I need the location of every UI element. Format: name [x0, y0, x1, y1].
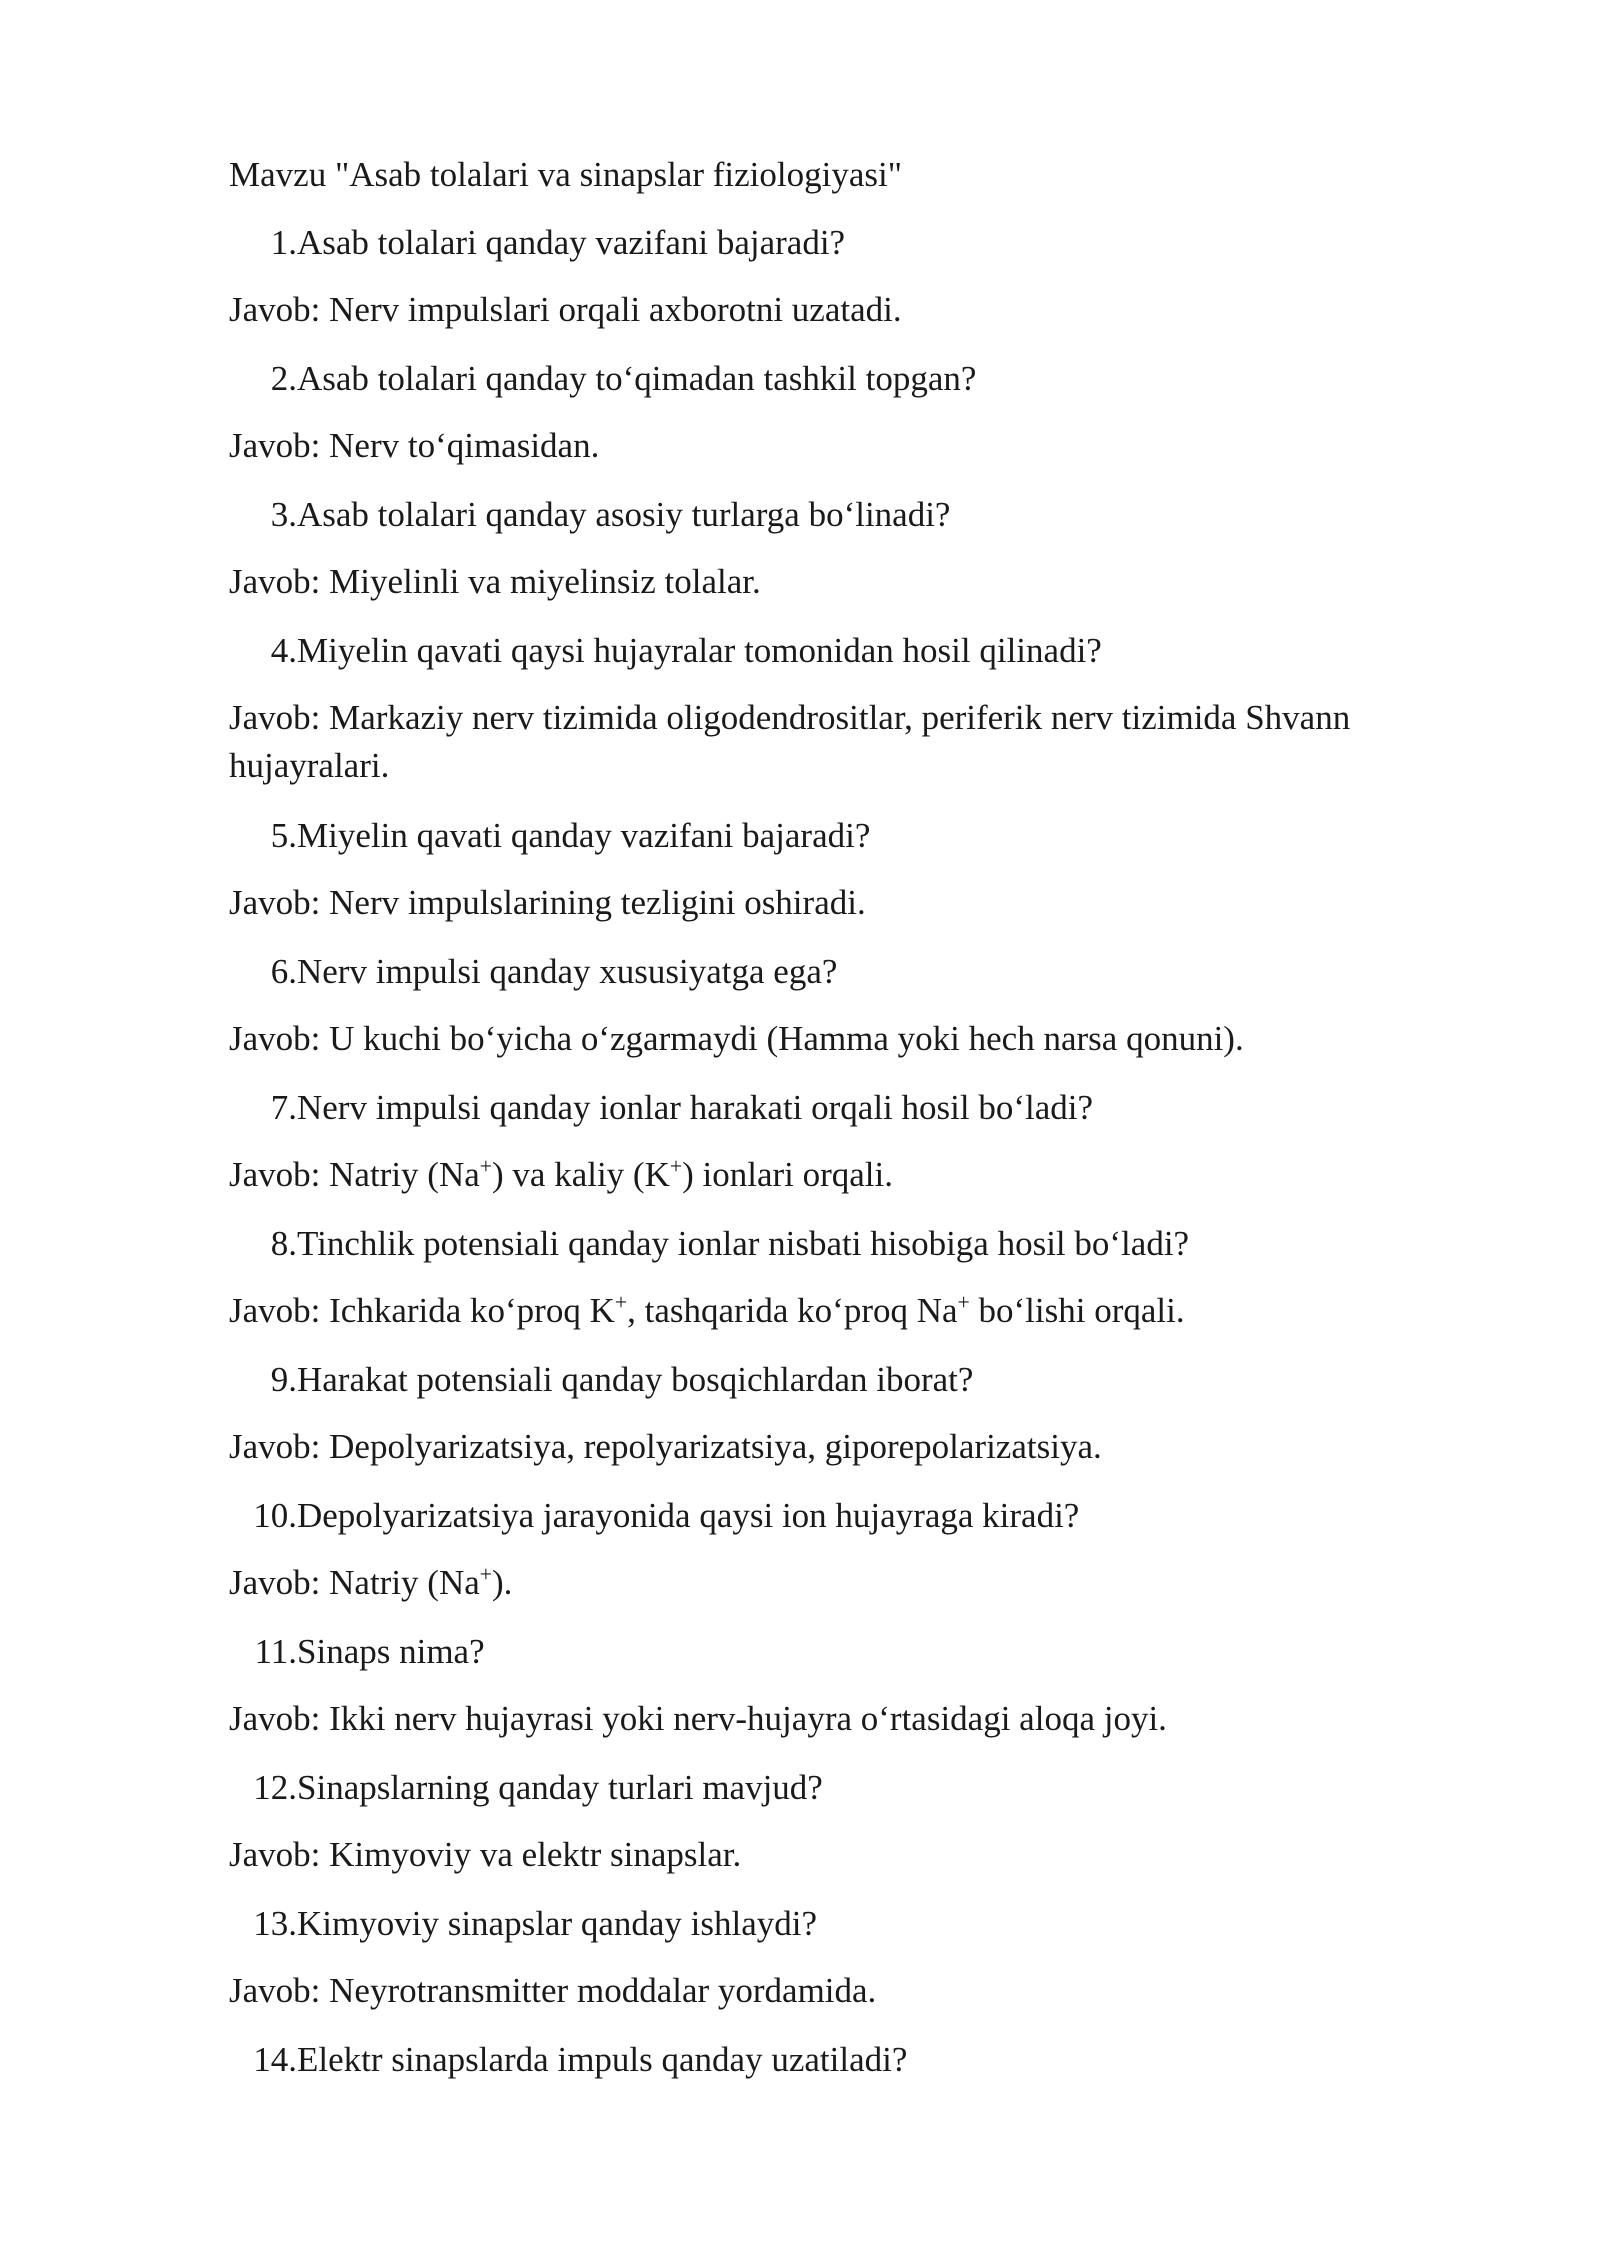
- answer-1: Javob: Nerv impulslari orqali axborotni uzatadi.: [229, 290, 902, 329]
- question-text: Miyelin qavati qaysi hujayralar tomonidan hosil qilinadi?: [297, 631, 1102, 670]
- qa-item-10: [229, 1491, 1469, 1627]
- question-number: 11.: [254, 1632, 297, 1671]
- qa-item-3: [229, 490, 1469, 626]
- answer-3: Javob: Miyelinli va miyelinsiz tolalar.: [229, 562, 761, 601]
- question-text: Elektr sinapslarda impuls qanday uzatiladi?: [297, 2040, 908, 2079]
- question-text: Depolyarizatsiya jarayonida qaysi ion hujayraga kiradi?: [297, 1496, 1080, 1535]
- question-number: 8.: [270, 1224, 297, 1263]
- question-number: 4.: [270, 631, 297, 670]
- qa-item-1: [229, 218, 1469, 354]
- qa-item-12: [229, 1763, 1469, 1899]
- answer-text: , tashqarida ko‘proq Na: [627, 1291, 958, 1330]
- question-7: [229, 1083, 1469, 1151]
- question-13: [229, 1899, 1469, 1967]
- answer-text: ) ionlari orqali.: [682, 1155, 893, 1194]
- question-text: Sinaps nima?: [297, 1632, 485, 1671]
- question-number: 9.: [270, 1360, 297, 1399]
- answer-6: Javob: U kuchi bo‘yicha o‘zgarmaydi (Hamma yoki hech narsa qonuni).: [229, 1019, 1244, 1058]
- question-text: Tinchlik potensiali qanday ionlar nisbati hisobiga hosil bo‘ladi?: [297, 1224, 1190, 1263]
- qa-item-9: [229, 1355, 1469, 1491]
- question-number: 12.: [253, 1768, 297, 1807]
- question-4: [229, 626, 1469, 694]
- question-text: Nerv impulsi qanday ionlar harakati orqali hosil bo‘ladi?: [297, 1088, 1094, 1127]
- qa-item-13: [229, 1899, 1469, 2035]
- answer-text: Javob: Natriy (Na: [229, 1563, 480, 1602]
- question-11: [229, 1627, 1469, 1695]
- question-text: Kimyoviy sinapslar qanday ishlaydi?: [297, 1904, 818, 1943]
- question-10: [229, 1491, 1469, 1559]
- qa-item-5: [229, 811, 1469, 947]
- question-number: 7.: [270, 1088, 297, 1127]
- qa-item-6: [229, 947, 1469, 1083]
- question-14: [229, 2035, 1469, 2103]
- qa-item-7: [229, 1083, 1469, 1219]
- question-5: [229, 811, 1469, 879]
- answer-text: ) va kaliy (K: [492, 1155, 670, 1194]
- question-2: [229, 354, 1469, 422]
- question-8: [229, 1219, 1469, 1287]
- question-text: Asab tolalari qanday to‘qimadan tashkil topgan?: [297, 359, 977, 398]
- answer-text: Javob: Ichkarida ko‘proq K: [229, 1291, 615, 1330]
- superscript-plus: +: [669, 1154, 683, 1179]
- answer-text: ).: [492, 1563, 513, 1602]
- question-number: 5.: [270, 816, 297, 855]
- qa-item-4: [229, 626, 1469, 811]
- question-number: 13.: [253, 1904, 297, 1943]
- superscript-plus: +: [957, 1290, 970, 1315]
- superscript-plus: +: [479, 1562, 492, 1587]
- answer-12: Javob: Kimyoviy va elektr sinapslar.: [229, 1835, 742, 1874]
- answer-2: Javob: Nerv to‘qimasidan.: [229, 426, 600, 465]
- answer-7: [229, 1151, 1469, 1219]
- question-number: 2.: [270, 359, 297, 398]
- question-text: Miyelin qavati qanday vazifani bajaradi?: [297, 816, 871, 855]
- answer-text: Javob: Natriy (Na: [229, 1155, 480, 1194]
- answer-9: Javob: Depolyarizatsiya, repolyarizatsiya, giporepolarizatsiya.: [229, 1427, 1102, 1466]
- document-title: Mavzu "Asab tolalari va sinapslar fiziologiyasi": [229, 155, 902, 194]
- question-number: 3.: [270, 495, 297, 534]
- question-12: [229, 1763, 1469, 1831]
- document-body: [229, 150, 1469, 2103]
- answer-text: bo‘lishi orqali.: [969, 1291, 1185, 1330]
- qa-item-2: [229, 354, 1469, 490]
- question-number: 6.: [270, 952, 297, 991]
- question-1: [229, 218, 1469, 286]
- question-text: Sinapslarning qanday turlari mavjud?: [297, 1768, 823, 1807]
- answer-4: Javob: Markaziy nerv tizimida oligodendrositlar, periferik nerv tizimida Shvann hujayralari.: [229, 698, 1351, 785]
- question-9: [229, 1355, 1469, 1423]
- answer-11: Javob: Ikki nerv hujayrasi yoki nerv-hujayra o‘rtasidagi aloqa joyi.: [229, 1699, 1167, 1738]
- question-text: Harakat potensiali qanday bosqichlardan iborat?: [297, 1360, 974, 1399]
- question-3: [229, 490, 1469, 558]
- answer-8: [229, 1287, 1469, 1355]
- qa-item-11: [229, 1627, 1469, 1763]
- superscript-plus: +: [614, 1290, 628, 1315]
- question-number: 10.: [253, 1496, 297, 1535]
- answer-13: Javob: Neyrotransmitter moddalar yordamida.: [229, 1971, 877, 2010]
- qa-item-8: [229, 1219, 1469, 1355]
- question-text: Asab tolalari qanday asosiy turlarga bo‘linadi?: [297, 495, 951, 534]
- question-text: Asab tolalari qanday vazifani bajaradi?: [297, 223, 846, 262]
- question-6: [229, 947, 1469, 1015]
- answer-5: Javob: Nerv impulslarining tezligini oshiradi.: [229, 883, 866, 922]
- qa-item-14: [229, 2035, 1469, 2103]
- answer-10: [229, 1559, 1469, 1627]
- question-text: Nerv impulsi qanday xususiyatga ega?: [297, 952, 838, 991]
- superscript-plus: +: [479, 1154, 492, 1179]
- question-number: 1.: [270, 223, 297, 262]
- question-number: 14.: [253, 2040, 297, 2079]
